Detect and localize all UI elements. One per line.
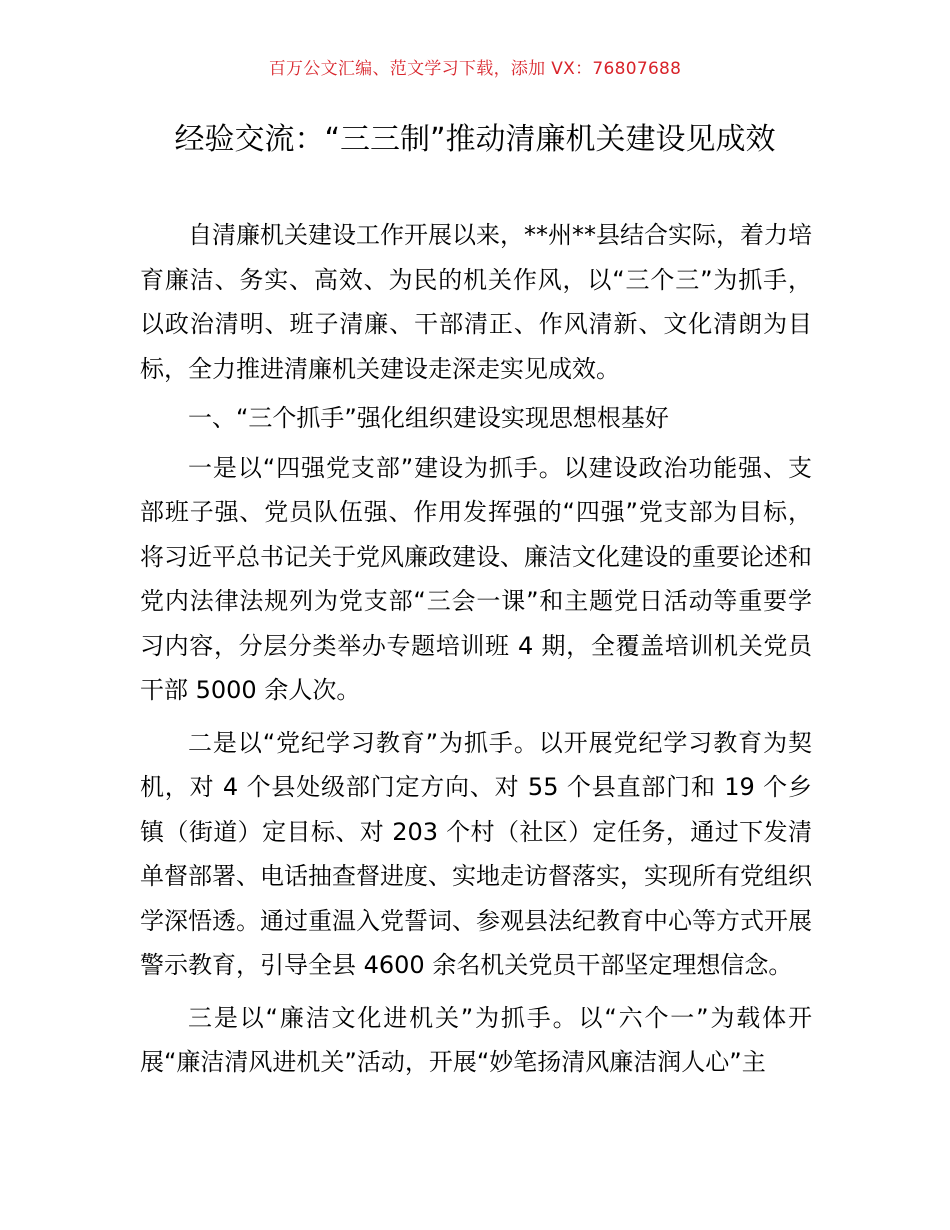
section-heading: 一、“三个抓手”强化组织建设实现思想根基好	[188, 404, 669, 432]
intro-paragraph: 自清廉机关建设工作开展以来，**州**县结合实际，着力培育廉洁、务实、高效、为民的机关作风，以“三个三”为抓手，以政治清明、班子清廉、干部清正、作风清新、文化清朗为目标，全力推进清廉机关建设走深走实见成效。	[140, 221, 812, 383]
document-body	[140, 213, 812, 1085]
body-paragraph: 二是以“党纪学习教育”为抓手。以开展党纪学习教育为契机，对 4 个县处级部门定方向、对 55 个县直部门和 19 个乡镇（街道）定目标、对 203 个村（社区）定任务，通过下发清单督部署、电话抽查督进度、实地走访督落实，实现所有党组织学深悟透。通过重温入党誓词、参观县法纪教育中心等方式开展警示教育，引导全县 4600 余名机关党员干部坚定理想信念。	[140, 728, 812, 979]
document-title: 经验交流：“三三制”推动清廉机关建设见成效	[174, 122, 776, 157]
body-paragraph: 三是以“廉洁文化进机关”为抓手。以“六个一”为载体开展“廉洁清风进机关”活动，开展“妙笔扬清风廉洁润人心”主	[140, 1003, 812, 1076]
watermark-header: 百万公文汇编、范文学习下载，添加 VX：76807688	[268, 59, 682, 79]
body-paragraph: 一是以“四强党支部”建设为抓手。以建设政治功能强、支部班子强、党员队伍强、作用发挥强的“四强”党支部为目标，将习近平总书记关于党风廉政建设、廉洁文化建设的重要论述和党内法律法规列为党支部“三会一课”和主题党日活动等重要学习内容，分层分类举办专题培训班 4 期，全覆盖培训机关党员干部 5000 余人次。	[140, 453, 812, 704]
